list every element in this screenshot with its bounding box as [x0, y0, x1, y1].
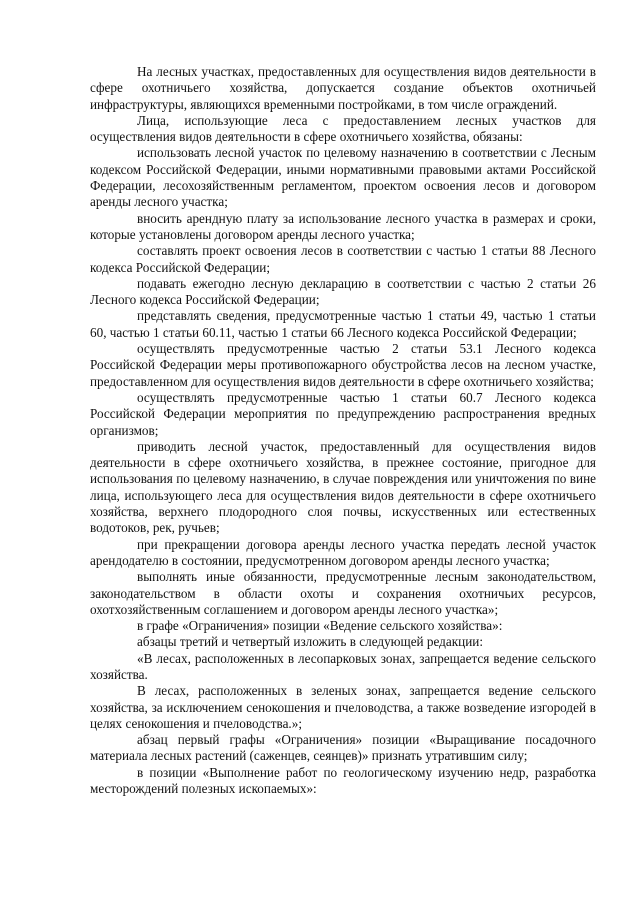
paragraph-geology: в позиции «Выполнение работ по геологическому изучению недр, разработка месторождений полезных ископаемых»:: [90, 764, 596, 797]
paragraph-fire-measures: осуществлять предусмотренные частью 2 статьи 53.1 Лесного кодекса Российской Федерации меры противопожарного обустройства лесов на лесном участке, предоставленном для осуществления видов деятельности в сфере охотничьего хозяйства;: [90, 341, 596, 389]
paragraph-other-duties: выполнять иные обязанности, предусмотренные лесным законодательством, законодательством в области охоты и сохранения охотничьих ресурсов, охотхозяйственным соглашением и договором аренды лесного участка»;: [90, 569, 596, 617]
document-page: [90, 64, 596, 797]
paragraph-rent-payment: вносить арендную плату за использование лесного участка в размерах и сроки, которые установлены договором аренды лесного участка;: [90, 210, 596, 242]
paragraph-amendment-note: абзацы третий и четвертый изложить в следующей редакции:: [137, 634, 483, 650]
paragraph-information: представлять сведения, предусмотренные частью 1 статьи 49, частью 1 статьи 60, частью 1 статьи 60.11, частью 1 статьи 66 Лесного кодекса Российской Федерации;: [90, 308, 596, 340]
paragraph-obligations-intro: Лица, использующие леса с предоставлением лесных участков для осуществления видов деятельности в сфере охотничьего хозяйства, обязаны:: [90, 112, 596, 145]
paragraph-planting-material: абзац первый графы «Ограничения» позиции «Выращивание посадочного материала лесных растений (саженцев, сеянцев)» признать утратившим силу;: [90, 732, 596, 764]
paragraph-pest-prevention: осуществлять предусмотренные частью 1 статьи 60.7 Лесного кодекса Российской Федерации мероприятия по предупреждению распространения вредных организмов;: [90, 389, 596, 438]
paragraph-restoration: приводить лесной участок, предоставленный для осуществления видов деятельности в сфере охотничьего хозяйства, в прежнее состояние, пригодное для использования по целевому назначению, в случае повреждения или уничтожения по вине лица, использующего леса для осуществления видов деятельности в сфере охотничьего хозяйства, верхнего плодородного слоя почвы, искусственных или естественных водотоков, рек, ручьев;: [90, 438, 596, 536]
paragraph-green-zones: В лесах, расположенных в зеленых зонах, запрещается ведение сельского хозяйства, за исключением сенокошения и пчеловодства, а также возведение изгородей в целях сенокошения и пчеловодства.»;: [90, 683, 596, 731]
paragraph-agriculture-column: в графе «Ограничения» позиции «Ведение сельского хозяйства»:: [137, 618, 503, 634]
paragraph-forest-declaration: подавать ежегодно лесную декларацию в соответствии с частью 2 статьи 26 Лесного кодекса Российской Федерации;: [90, 275, 596, 308]
paragraph-forest-project: составлять проект освоения лесов в соответствии с частью 1 статьи 88 Лесного кодекса Российской Федерации;: [90, 243, 596, 275]
paragraph-infrastructure: На лесных участках, предоставленных для осуществления видов деятельности в сфере охотничьего хозяйства, допускается создание объектов охотничьей инфраструктуры, являющихся временными постройками, в том числе ограждений.: [90, 64, 596, 112]
paragraph-forest-park-zones: «В лесах, расположенных в лесопарковых зонах, запрещается ведение сельского хозяйства.: [90, 650, 596, 682]
paragraph-use-by-purpose: использовать лесной участок по целевому назначению в соответствии с Лесным кодексом Российской Федерации, иными нормативными правовыми актами Российской Федерации, лесохозяйственным регламентом, проектом освоения лесов и договором аренды лесного участка;: [90, 145, 596, 210]
paragraph-return-of-plot: при прекращении договора аренды лесного участка передать лесной участок арендодателю в состоянии, предусмотренном договором аренды лесного участка;: [90, 536, 596, 568]
